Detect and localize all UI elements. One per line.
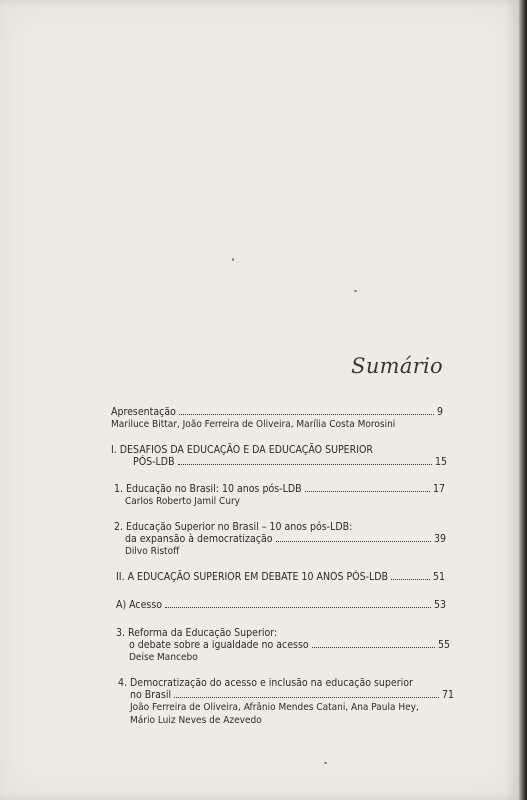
toc-entry-title: A) Acesso: [116, 599, 163, 611]
dot-leader: [174, 691, 439, 698]
toc-entry-authors: Dilvo Ristoff: [125, 546, 180, 557]
dot-leader: [178, 458, 432, 465]
toc-entry-chapter-4[interactable]: [130, 689, 454, 701]
page-edge-shadow: [519, 0, 527, 800]
toc-entry-authors: Mário Luiz Neves de Azevedo: [130, 715, 262, 726]
toc-page-number: 51: [432, 571, 445, 583]
toc-page-number: 15: [434, 456, 447, 468]
toc-entry-title-line1: 2. Educação Superior no Brasil – 10 anos pós-LDB:: [114, 521, 353, 533]
dot-leader: [165, 601, 431, 608]
toc-page-number: 53: [433, 599, 446, 611]
dot-leader: [276, 535, 431, 542]
toc-entry-title-line1: 3. Reforma da Educação Superior:: [116, 627, 278, 639]
page-title: Sumário: [351, 354, 443, 378]
toc-page-number: 71: [441, 689, 454, 701]
toc-entry-title-line1: 4. Democratização do acesso e inclusão na educação superior: [118, 677, 413, 689]
toc-entry-chapter-2[interactable]: [125, 533, 446, 545]
toc-page-number: 17: [432, 483, 445, 495]
toc-entry-title: no Brasil: [130, 689, 172, 701]
toc-page-number: 39: [433, 533, 446, 545]
toc-entry-title: PÓS-LDB: [133, 456, 175, 468]
toc-entry-authors: Carlos Roberto Jamil Cury: [125, 496, 240, 507]
toc-entry-chapter-1[interactable]: [114, 483, 445, 495]
toc-entry-authors: João Ferreira de Oliveira, Afrânio Mendes Catani, Ana Paula Hey,: [130, 702, 419, 713]
toc-part-title: I. DESAFIOS DA EDUCAÇÃO E DA EDUCAÇÃO SUPERIOR: [111, 444, 373, 456]
dot-leader: [305, 485, 430, 492]
toc-entry-title: da expansão à democratização: [125, 533, 273, 545]
toc-entry-title: o debate sobre a igualdade no acesso: [129, 639, 309, 651]
toc-entry-apresentacao[interactable]: [111, 406, 443, 418]
dot-leader: [391, 573, 430, 580]
toc-page-number: 55: [437, 639, 450, 651]
toc-entry-authors: Deise Mancebo: [129, 652, 198, 663]
toc-entry-chapter-3[interactable]: [129, 639, 450, 651]
toc-entry-part-2[interactable]: [116, 571, 445, 583]
toc-entry-title: II. A EDUCAÇÃO SUPERIOR EM DEBATE 10 ANOS PÓS-LDB: [116, 571, 389, 583]
toc-page-number: 9: [436, 406, 443, 418]
dot-leader: [179, 408, 434, 415]
toc-entry-part-1[interactable]: [133, 456, 447, 468]
toc-entry-authors: Mariluce Bittar, João Ferreira de Oliveira, Marília Costa Morosini: [111, 419, 396, 430]
toc-entry-title: 1. Educação no Brasil: 10 anos pós-LDB: [114, 483, 302, 495]
toc-entry-section-a[interactable]: [116, 599, 446, 611]
dot-leader: [312, 641, 435, 648]
toc-entry-title: Apresentação: [111, 406, 176, 418]
